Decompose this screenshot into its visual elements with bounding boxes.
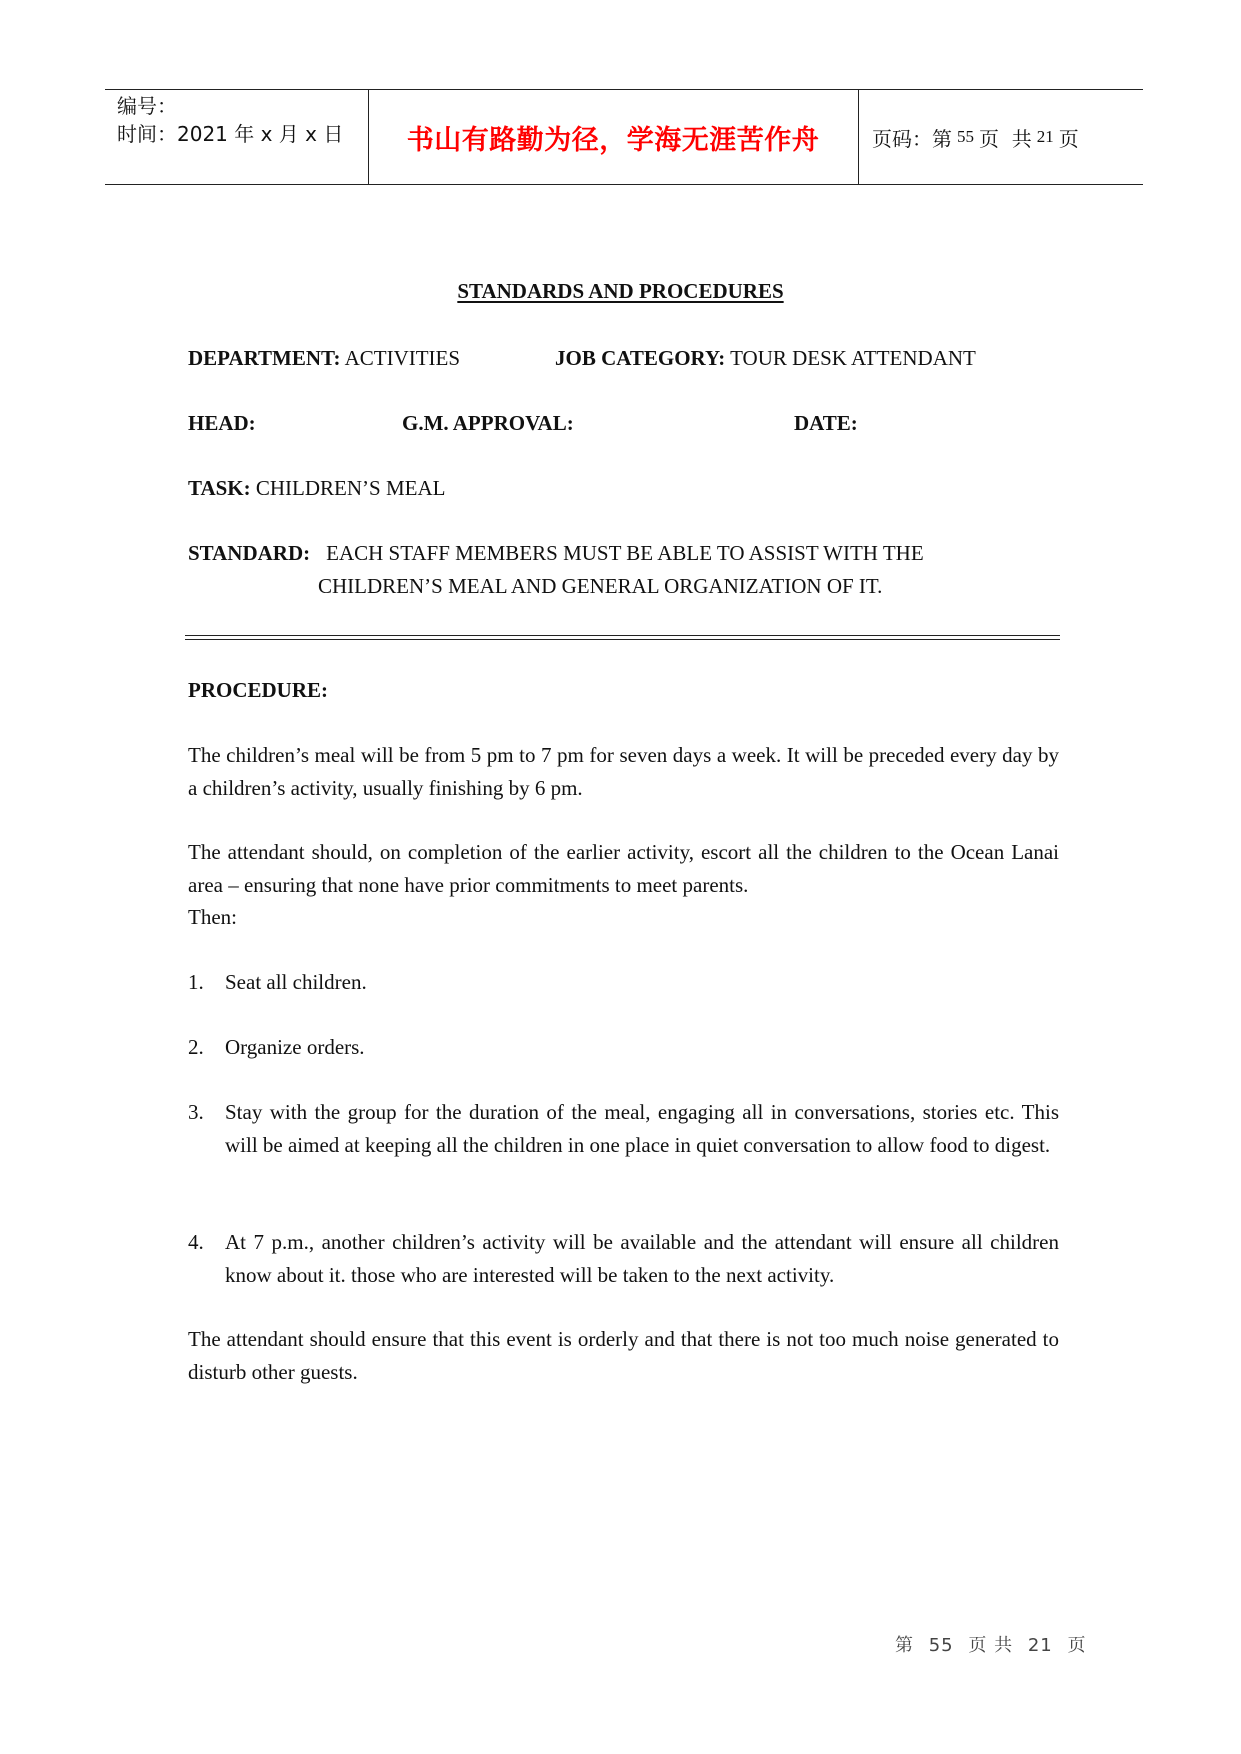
header-motto: 书山有路勤为径，学海无涯苦作舟 — [406, 124, 820, 156]
list-item — [188, 966, 1059, 999]
standard-label: STANDARD: — [188, 541, 311, 565]
time-label: 时间：2021 年 x 月 x 日 — [117, 122, 344, 146]
head-label: HEAD: — [188, 411, 256, 435]
footer-suffix: 页 — [1067, 1635, 1087, 1656]
page-current: 55 — [957, 127, 974, 146]
department-label: DEPARTMENT: — [188, 346, 341, 370]
list-item — [188, 1226, 1059, 1291]
gm-approval-row — [402, 407, 574, 439]
list-item-number: 3. — [188, 1100, 204, 1124]
page-footer — [895, 1631, 1086, 1657]
footer-mid: 页 共 — [968, 1635, 1014, 1656]
task-label: TASK: — [188, 476, 251, 500]
date-label: DATE: — [794, 411, 858, 435]
header-divider-right — [858, 90, 859, 184]
list-item-number: 2. — [188, 1035, 204, 1059]
footer-total: 21 — [1027, 1635, 1053, 1656]
standard-row — [188, 537, 1059, 569]
page-prefix: 页码：第 — [872, 126, 952, 151]
list-item — [188, 1096, 1059, 1161]
procedure-heading — [188, 674, 328, 706]
closing-paragraph: The attendant should ensure that this event is orderly and that there is not too much noise generated to disturb other guests. — [188, 1327, 1059, 1384]
job-category-row — [555, 342, 976, 374]
standard-line1: EACH STAFF MEMBERS MUST BE ABLE TO ASSIST WITH THE — [326, 541, 924, 565]
list-item — [188, 1031, 1059, 1064]
head-label-row — [188, 407, 256, 439]
list-item-text: At 7 p.m., another children’s activity will be available and the attendant will ensure all children know about it. those who are interested will be taken to the next activity. — [225, 1230, 1059, 1287]
list-item-text: Stay with the group for the duration of the meal, engaging all in conversations, stories etc. This will be aimed at keeping all the children in one place in quiet conversation to allow food to digest. — [225, 1100, 1059, 1157]
header-page-indicator — [872, 90, 1079, 184]
footer-prefix: 第 — [895, 1635, 914, 1656]
serial-label: 编号： — [117, 94, 177, 118]
then-label: Then: — [188, 905, 237, 929]
page-header — [105, 89, 1143, 185]
page-total: 21 — [1036, 127, 1054, 146]
gm-approval-label: G.M. APPROVAL: — [402, 411, 574, 435]
department-value: ACTIVITIES — [344, 346, 461, 370]
task-value: CHILDREN’S MEAL — [255, 476, 446, 500]
department-row — [188, 342, 460, 374]
standard-row-2 — [318, 570, 882, 602]
header-meta — [117, 92, 343, 148]
document-title: STANDARDS AND PROCEDURES — [457, 279, 784, 303]
standard-line2: CHILDREN’S MEAL AND GENERAL ORGANIZATION OF IT. — [318, 574, 883, 598]
list-item-text: Seat all children. — [225, 970, 367, 994]
section-divider — [185, 635, 1060, 640]
paragraph-1: The children’s meal will be from 5 pm to 7 pm for seven days a week. It will be preceded every day by a children’s activity, usually finishing by 6 pm. — [188, 743, 1059, 800]
list-item-number: 4. — [188, 1230, 204, 1254]
paragraph-2: The attendant should, on completion of the earlier activity, escort all the children to the Ocean Lanai area – ensuring that none have prior commitments to meet parents. — [188, 840, 1059, 897]
job-category-value: TOUR DESK ATTENDANT — [730, 346, 976, 370]
list-item-text: Organize orders. — [225, 1035, 365, 1059]
procedure-label: PROCEDURE: — [188, 678, 328, 702]
page-suffix: 页 — [1058, 126, 1079, 151]
task-row — [188, 472, 445, 504]
footer-current: 55 — [928, 1635, 954, 1656]
date-row — [794, 407, 858, 439]
job-category-label: JOB CATEGORY: — [555, 346, 726, 370]
page-mid: 页 共 — [979, 126, 1032, 151]
list-item-number: 1. — [188, 970, 204, 994]
